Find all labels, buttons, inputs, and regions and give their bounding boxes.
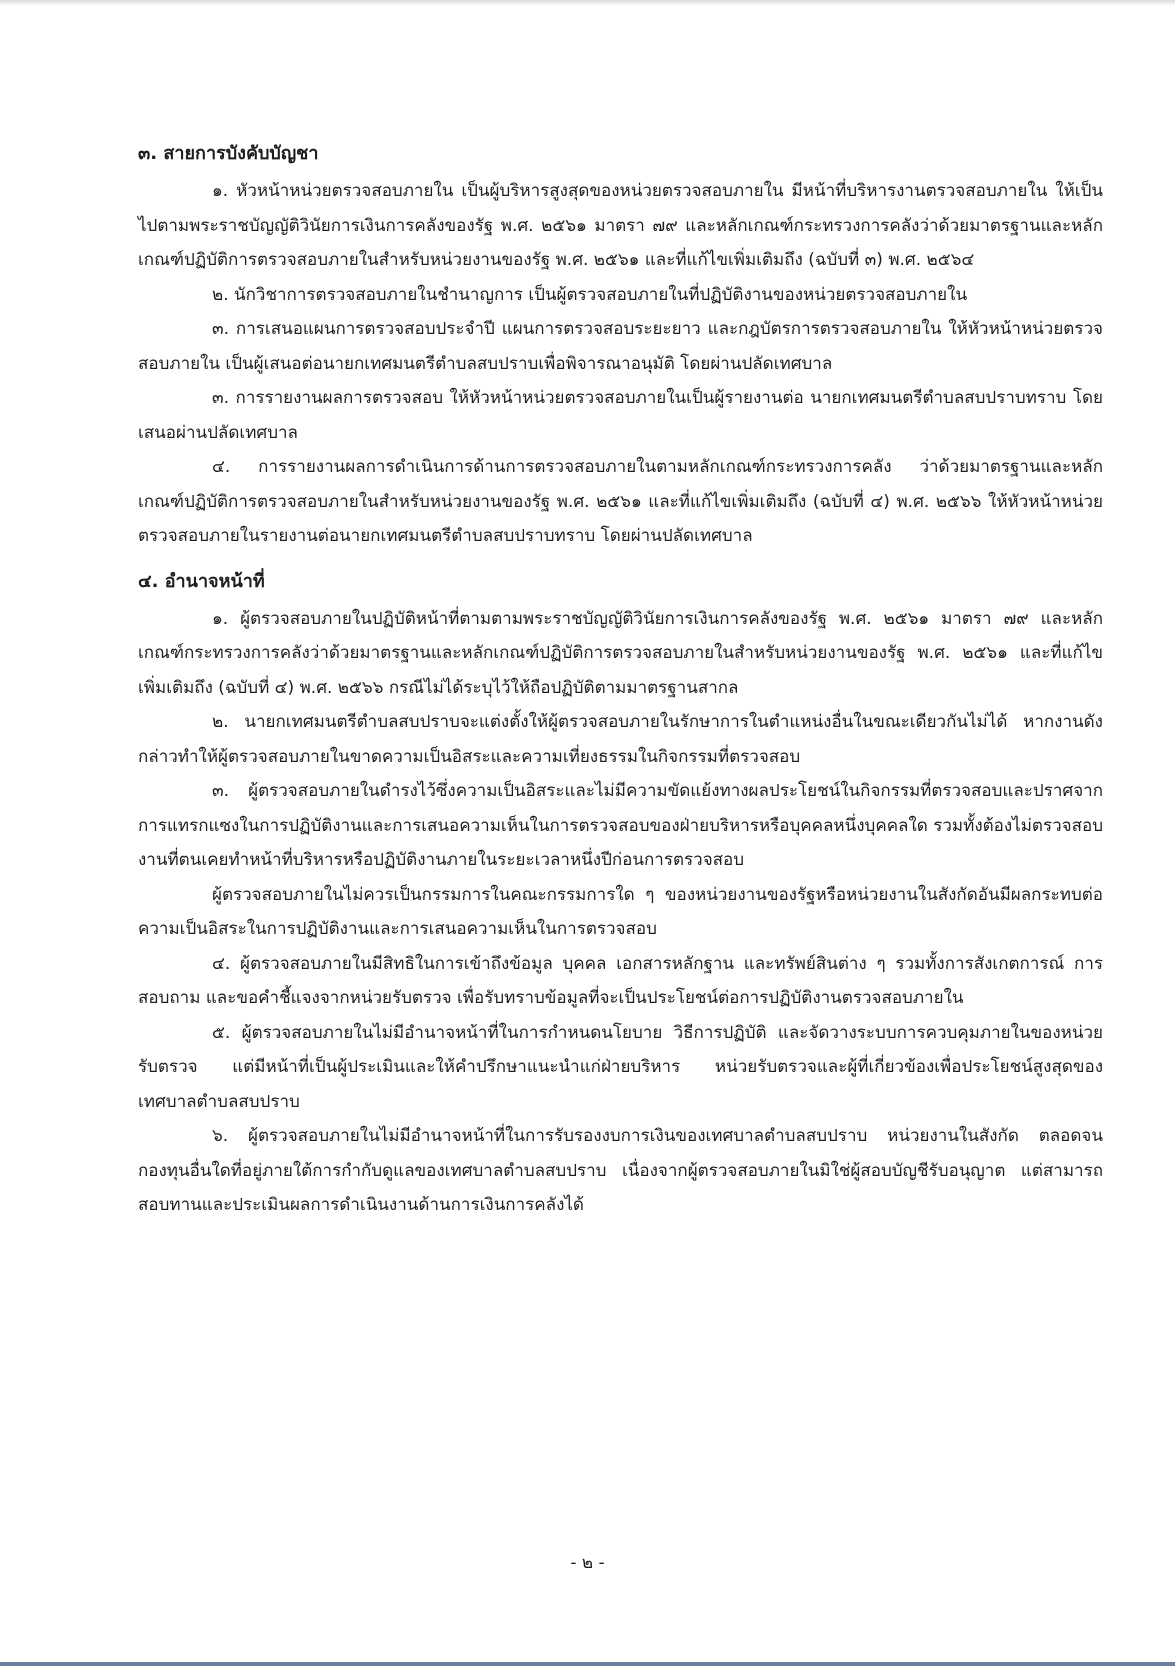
paragraph: ๑. หัวหน้าหน่วยตรวจสอบภายใน เป็นผู้บริหารสูงสุดของหน่วยตรวจสอบภายใน มีหน้าที่บริหารงานตรวจสอบภายใน ให้เป็นไปตามพระราชบัญญัติวินัยการเงินการคลังของรัฐ พ.ศ. ๒๕๖๑ มาตรา ๗๙ และหลักเกณฑ์กระทรวงการคลังว่าด้วยมาตรฐานและหลักเกณฑ์ปฏิบัติการตรวจสอบภายในสำหรับหน่วยงานของรัฐ พ.ศ. ๒๕๖๑ และที่แก้ไขเพิ่มเติมถึง (ฉบับที่ ๓) พ.ศ. ๒๕๖๔ [138, 181, 1103, 270]
paragraph: ๔. ผู้ตรวจสอบภายในมีสิทธิในการเข้าถึงข้อมูล บุคคล เอกสารหลักฐาน และทรัพย์สินต่าง ๆ รวมทั้งการสังเกตการณ์ การสอบถาม และขอคำชี้แจงจากหน่วยรับตรวจ เพื่อรับทราบข้อมูลที่จะเป็นประโยชน์ต่อการปฏิบัติงานตรวจสอบภายใน [138, 953, 1103, 1008]
page-number: - ๒ - [570, 1553, 605, 1573]
paragraph: ๓. การเสนอแผนการตรวจสอบประจำปี แผนการตรวจสอบระยะยาว และกฎบัตรการตรวจสอบภายใน ให้หัวหน้าหน่วยตรวจสอบภายใน เป็นผู้เสนอต่อนายกเทศมนตรีตำบลสบปราบเพื่อพิจารณาอนุมัติ โดยผ่านปลัดเทศบาล [138, 319, 1103, 374]
section-authority-duties [138, 566, 1103, 1223]
section-heading: ๔. อำนาจหน้าที่ [138, 570, 265, 592]
paragraph: ๖. ผู้ตรวจสอบภายในไม่มีอำนาจหน้าที่ในการรับรองงบการเงินของเทศบาลตำบลสบปราบ หน่วยงานในสังกัด ตลอดจนกองทุนอื่นใดที่อยู่ภายใต้การกำกับดูแลของเทศบาลตำบลสบปราบ เนื่องจากผู้ตรวจสอบภายในมิใช่ผู้สอบบัญชีรับอนุญาต แต่สามารถสอบทานและประเมินผลการดำเนินงานด้านการเงินการคลังได้ [138, 1126, 1103, 1215]
paragraph: ๒. นายกเทศมนตรีตำบลสบปราบจะแต่งตั้งให้ผู้ตรวจสอบภายในรักษาการในตำแหน่งอื่นในขณะเดียวกันไม่ได้ หากงานดังกล่าวทำให้ผู้ตรวจสอบภายในขาดความเป็นอิสระและความเที่ยงธรรมในกิจกรรมที่ตรวจสอบ [138, 712, 1103, 767]
section-heading: ๓. สายการบังคับบัญชา [138, 143, 319, 164]
document-body [138, 138, 1103, 1223]
paragraph: ผู้ตรวจสอบภายในไม่ควรเป็นกรรมการในคณะกรรมการใด ๆ ของหน่วยงานของรัฐหรือหน่วยงานในสังกัดอันมีผลกระทบต่อความเป็นอิสระในการปฏิบัติงานและการเสนอความเห็นในการตรวจสอบ [138, 884, 1103, 939]
paragraph: ๓. การรายงานผลการตรวจสอบ ให้หัวหน้าหน่วยตรวจสอบภายในเป็นผู้รายงานต่อ นายกเทศมนตรีตำบลสบปราบทราบ โดยเสนอผ่านปลัดเทศบาล [138, 388, 1103, 443]
paragraph: ๕. ผู้ตรวจสอบภายในไม่มีอำนาจหน้าที่ในการกำหนดนโยบาย วิธีการปฏิบัติ และจัดวางระบบการควบคุมภายในของหน่วยรับตรวจ แต่มีหน้าที่เป็นผู้ประเมินและให้คำปรึกษาแนะนำแก่ฝ่ายบริหาร หน่วยรับตรวจและผู้ที่เกี่ยวข้องเพื่อประโยชน์สูงสุดของเทศบาลตำบลสบปราบ [138, 1022, 1103, 1112]
scan-edge-top [0, 0, 1175, 6]
paragraph: ๑. ผู้ตรวจสอบภายในปฏิบัติหน้าที่ตามตามพระราชบัญญัติวินัยการเงินการคลังของรัฐ พ.ศ. ๒๕๖๑ มาตรา ๗๙ และหลักเกณฑ์กระทรวงการคลังว่าด้วยมาตรฐานและหลักเกณฑ์ปฏิบัติการตรวจสอบภายในสำหรับหน่วยงานของรัฐ พ.ศ. ๒๕๖๑ และที่แก้ไขเพิ่มเติมถึง (ฉบับที่ ๔) พ.ศ. ๒๕๖๖ กรณีไม่ได้ระบุไว้ให้ถือปฏิบัติตามมาตรฐานสากล [138, 608, 1103, 698]
scan-edge-bottom [0, 1662, 1175, 1666]
section-chain-of-command [138, 138, 1103, 554]
paragraph: ๒. นักวิชาการตรวจสอบภายในชำนาญการ เป็นผู้ตรวจสอบภายในที่ปฏิบัติงานของหน่วยตรวจสอบภายใน [212, 284, 968, 305]
paragraph: ๓. ผู้ตรวจสอบภายในดำรงไว้ซึ่งความเป็นอิสระและไม่มีความขัดแย้งทางผลประโยชน์ในกิจกรรมที่ตรวจสอบและปราศจากการแทรกแซงในการปฏิบัติงานและการเสนอความเห็นในการตรวจสอบของฝ่ายบริหารหรือบุคคลหนึ่งบุคคลใด รวมทั้งต้องไม่ตรวจสอบงานที่ตนเคยทำหน้าที่บริหารหรือปฏิบัติงานภายในระยะเวลาหนึ่งปีก่อนการตรวจสอบ [138, 781, 1103, 870]
paragraph: ๔. การรายงานผลการดำเนินการด้านการตรวจสอบภายในตามหลักเกณฑ์กระทรวงการคลัง ว่าด้วยมาตรฐานและหลักเกณฑ์ปฏิบัติการตรวจสอบภายในสำหรับหน่วยงานของรัฐ พ.ศ. ๒๕๖๑ และที่แก้ไขเพิ่มเติมถึง (ฉบับที่ ๔) พ.ศ. ๒๕๖๖ ให้หัวหน้าหน่วยตรวจสอบภายในรายงานต่อนายกเทศมนตรีตำบลสบปราบทราบ โดยผ่านปลัดเทศบาล [138, 457, 1103, 546]
